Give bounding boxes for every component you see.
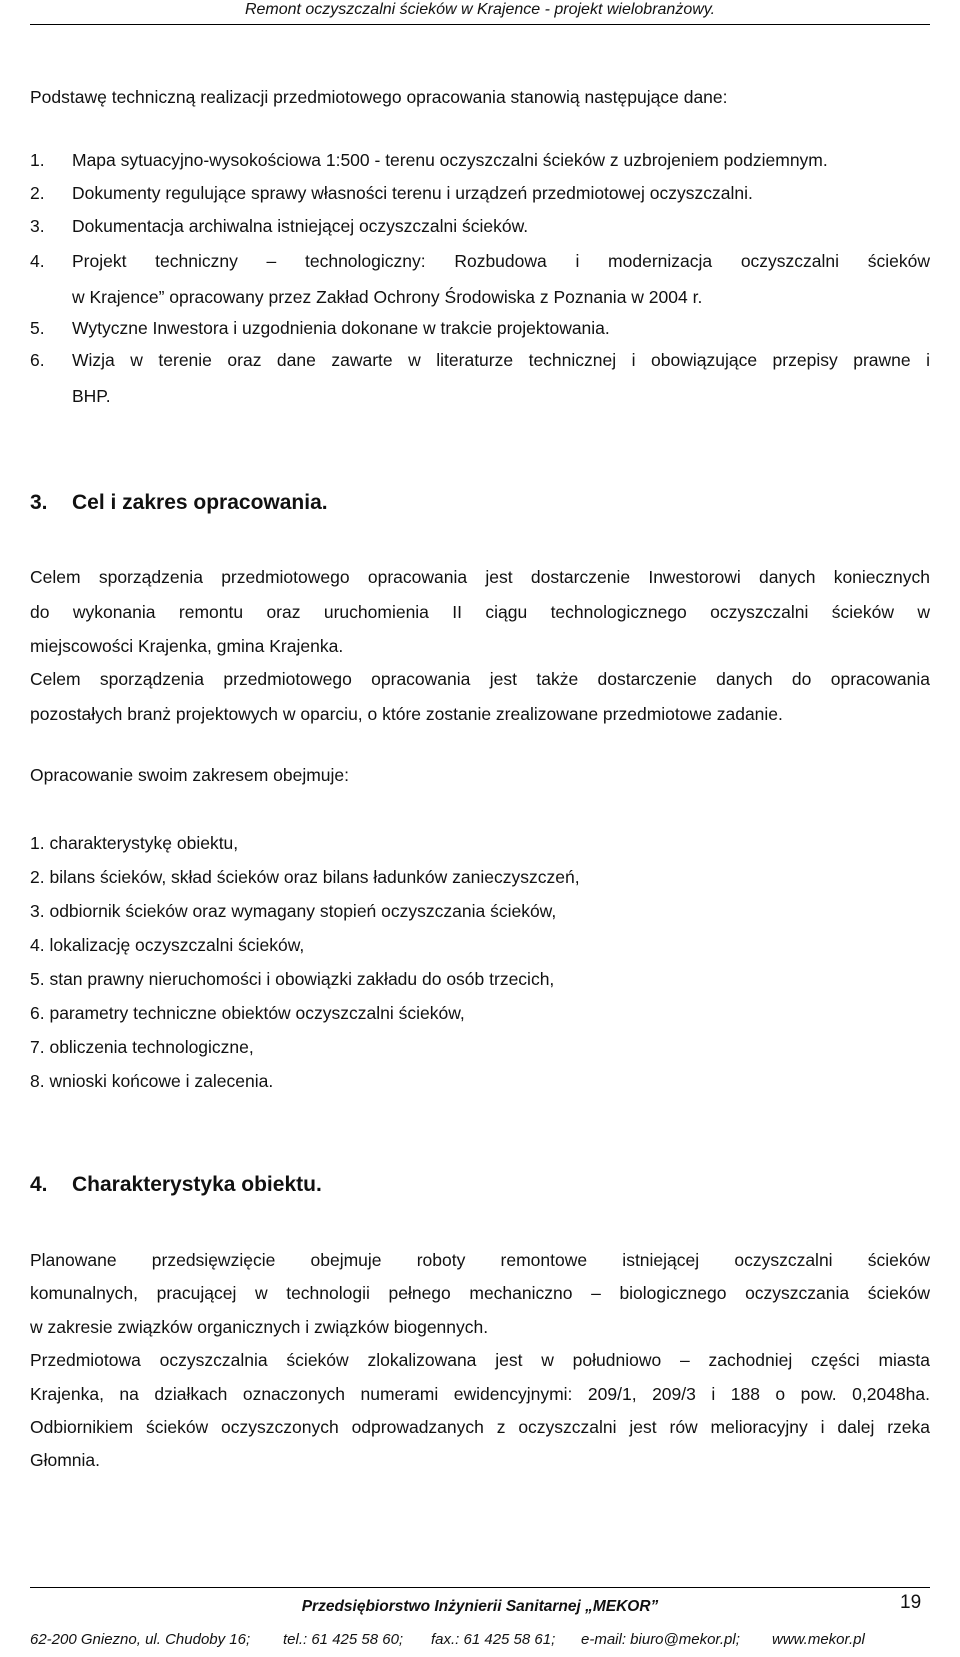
section-4-para2-line-1: Przedmiotowa oczyszczalnia ścieków zlokalizowana jest w południowo – zachodniej części miasta bbox=[30, 1350, 930, 1370]
footer-fax: fax.: 61 425 58 61; bbox=[431, 1631, 556, 1648]
basis-num-4: 4. bbox=[30, 251, 45, 271]
basis-num-6: 6. bbox=[30, 350, 45, 370]
section-3-para1-line-1: Celem sporządzenia przedmiotowego opracowania jest dostarczenie Inwestorowi danych koniecznych bbox=[30, 567, 930, 587]
section-4-para1-line-2: komunalnych, pracującej w technologii pełnego mechaniczno – biologicznego oczyszczania ścieków bbox=[30, 1283, 930, 1303]
section-4-heading bbox=[30, 1172, 322, 1198]
basis-item-4-line-2: w Krajence” opracowany przez Zakład Ochrony Środowiska z Poznania w 2004 r. bbox=[72, 287, 703, 307]
page-number: 19 bbox=[900, 1592, 922, 1613]
section-3-title: Cel i zakres opracowania. bbox=[72, 491, 328, 514]
scope-item-7: 7. obliczenia technologiczne, bbox=[30, 1037, 254, 1057]
section-4-number: 4. bbox=[30, 1173, 48, 1196]
basis-item-2: Dokumenty regulujące sprawy własności terenu i urządzeń przedmiotowej oczyszczalni. bbox=[72, 183, 753, 203]
scope-item-8: 8. wnioski końcowe i zalecenia. bbox=[30, 1071, 274, 1091]
header-divider bbox=[30, 24, 930, 25]
section-4-para2-line-2: Krajenka, na działkach oznaczonych numerami ewidencyjnymi: 209/1, 209/3 i 188 o pow. 0,2048ha. bbox=[30, 1384, 930, 1404]
scope-item-5: 5. stan prawny nieruchomości i obowiązki zakładu do osób trzecich, bbox=[30, 969, 555, 989]
section-4-para2-line-4: Głomnia. bbox=[30, 1450, 101, 1470]
footer-divider bbox=[30, 1587, 930, 1588]
section-3-heading bbox=[30, 490, 328, 516]
scope-item-6: 6. parametry techniczne obiektów oczyszczalni ścieków, bbox=[30, 1003, 465, 1023]
basis-item-5: Wytyczne Inwestora i uzgodnienia dokonane w trakcie projektowania. bbox=[72, 318, 610, 338]
section-4-para1-line-1: Planowane przedsięwzięcie obejmuje roboty remontowe istniejącej oczyszczalni ścieków bbox=[30, 1250, 930, 1270]
scope-item-1: 1. charakterystykę obiektu, bbox=[30, 833, 239, 853]
basis-num-1: 1. bbox=[30, 150, 45, 170]
scope-item-4: 4. lokalizację oczyszczalni ścieków, bbox=[30, 935, 305, 955]
basis-item-6-line-1: Wizja w terenie oraz dane zawarte w literaturze technicznej i obowiązujące przepisy prawne i bbox=[72, 350, 930, 370]
scope-item-3: 3. odbiornik ścieków oraz wymagany stopień oczyszczania ścieków, bbox=[30, 901, 557, 921]
basis-item-1: Mapa sytuacyjno-wysokościowa 1:500 - terenu oczyszczalni ścieków z uzbrojeniem podziemnym. bbox=[72, 150, 828, 170]
footer-website[interactable]: www.mekor.pl bbox=[772, 1631, 865, 1648]
footer-tel: tel.: 61 425 58 60; bbox=[283, 1631, 404, 1648]
basis-num-2: 2. bbox=[30, 183, 45, 203]
footer-company-name: Przedsiębiorstwo Inżynierii Sanitarnej „MEKOR” bbox=[301, 1598, 659, 1615]
running-header: Remont oczyszczalni ścieków w Krajence - projekt wielobranżowy. bbox=[244, 1, 716, 18]
footer-email[interactable]: e-mail: biuro@mekor.pl; bbox=[581, 1631, 740, 1648]
section-3-para1-line-2: do wykonania remontu oraz uruchomienia II ciągu technologicznego oczyszczalni ścieków w bbox=[30, 602, 930, 622]
basis-num-3: 3. bbox=[30, 216, 45, 236]
section-3-number: 3. bbox=[30, 491, 48, 514]
section-3-para1-line-3: miejscowości Krajenka, gmina Krajenka. bbox=[30, 636, 344, 656]
section-4-title: Charakterystyka obiektu. bbox=[72, 1173, 322, 1196]
section-4-para1-line-3: w zakresie związków organicznych i związków biogennych. bbox=[30, 1317, 489, 1337]
footer-address: 62-200 Gniezno, ul. Chudoby 16; bbox=[30, 1631, 251, 1648]
basis-item-6-line-2: BHP. bbox=[72, 386, 111, 406]
section-4-para2-line-3: Odbiornikiem ścieków oczyszczonych odprowadzanych z oczyszczalni jest rów melioracyjny i dalej rzeka bbox=[30, 1417, 930, 1437]
basis-num-5: 5. bbox=[30, 318, 45, 338]
scope-intro: Opracowanie swoim zakresem obejmuje: bbox=[30, 765, 350, 785]
section-3-para2-line-2: pozostałych branż projektowych w oparciu, o które zostanie zrealizowane przedmiotowe zadanie. bbox=[30, 704, 783, 724]
section-3-para2-line-1: Celem sporządzenia przedmiotowego opracowania jest także dostarczenie danych do opracowania bbox=[30, 669, 930, 689]
basis-item-4-line-1: Projekt techniczny – technologiczny: Rozbudowa i modernizacja oczyszczalni ścieków bbox=[72, 251, 930, 271]
scope-item-2: 2. bilans ścieków, skład ścieków oraz bilans ładunków zanieczyszczeń, bbox=[30, 867, 580, 887]
intro-text: Podstawę techniczną realizacji przedmiotowego opracowania stanowią następujące dane: bbox=[30, 87, 728, 107]
basis-item-3: Dokumentacja archiwalna istniejącej oczyszczalni ścieków. bbox=[72, 216, 529, 236]
